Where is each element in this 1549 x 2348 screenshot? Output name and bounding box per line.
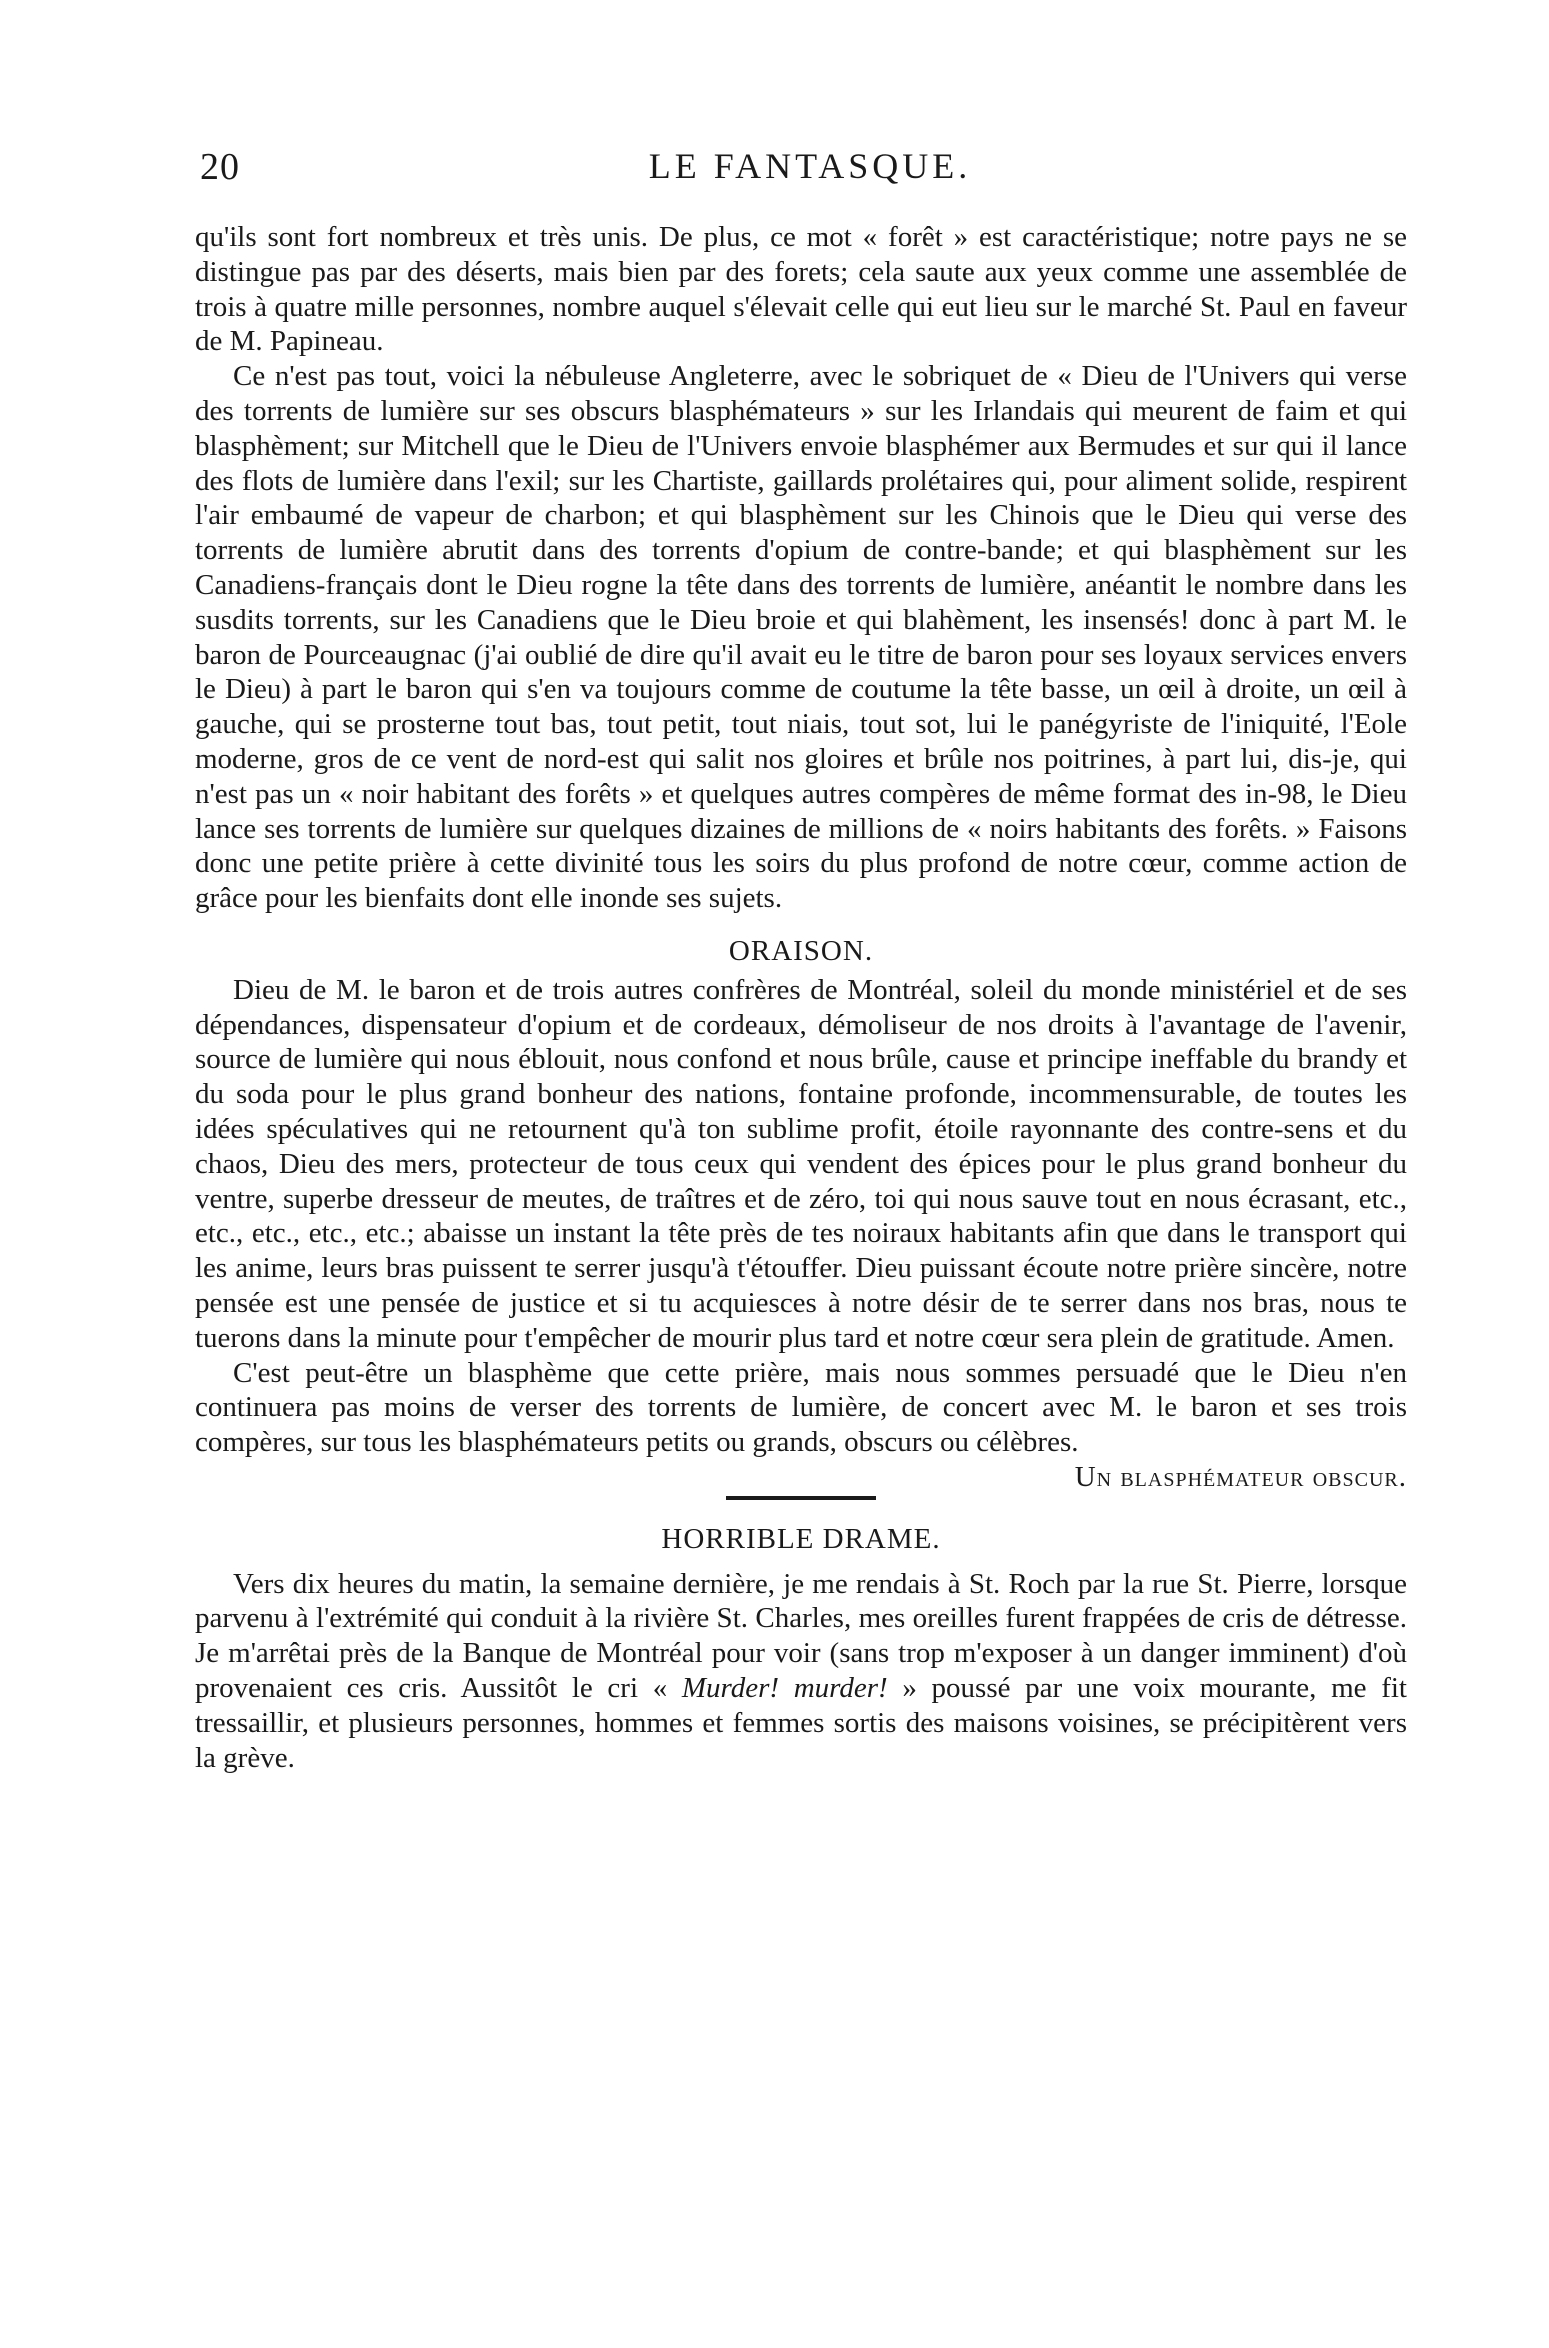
page-body [195,220,1407,1775]
running-head [200,145,1420,195]
article-paragraph-2: Ce n'est pas tout, voici la nébuleuse Angleterre, avec le sobriquet de « Dieu de l'Univers qui verse des torrents de lumière sur ses obscurs blasphémateurs » sur les Irlandais qui meurent de faim et qui blasphèment; sur Mitchell que le Dieu de l'Univers envoie blasphémer aux Bermudes et sur qui il lance des flots de lumière dans l'exil; sur les Chartiste, gaillards prolétaires qui, pour aliment solide, respirent l'air embaumé de vapeur de charbon; et qui blasphèment sur les Chinois que le Dieu qui verse des torrents de lumière abrutit dans des torrents d'opium de contre-bande; et qui blasphèment sur les Canadiens-français dont le Dieu rogne la tête dans des torrents de lumière, anéantit le nombre dans les susdits torrents, sur les Canadiens que le Dieu broie et qui blahèment, les insensés! donc à part M. le baron de Pourceaugnac (j'ai oublié de dire qu'il avait eu le titre de baron pour ses loyaux services envers le Dieu) à part le baron qui s'en va toujours comme de coutume la tête basse, un œil à droite, un œil à gauche, qui se prosterne tout bas, tout petit, tout niais, tout sot, lui le panégyriste de l'iniquité, l'Eole moderne, gros de ce vent de nord-est qui salit nos gloires et brûle nos poitrines, à part lui, dis-je, qui n'est pas un « noir habitant des forêts » et quelques autres compères de même format des in-98, le Dieu lance ses torrents de lumière sur quelques dizaines de millions de « noirs habitants des forêts. » Faisons donc une petite prière à cette divinité tous les soirs du plus profond de notre cœur, comme action de grâce pour les bienfaits dont elle inonde ses sujets. [195,360,1407,915]
oraison-paragraph-2: C'est peut-être un blasphème que cette prière, mais nous sommes persuadé que le Dieu n'en continuera pas moins de verser des torrents de lumière, de concert avec M. le baron et ses trois compères, sur tous les blasphémateurs petits ou grands, obscurs ou célèbres. [195,1356,1407,1459]
oraison-paragraph-2-block [195,1356,1407,1493]
drame-paragraph-1 [195,1567,1407,1776]
oraison-heading: ORAISON. [728,934,874,967]
page-number: 20 [200,146,240,188]
section-divider [726,1496,876,1500]
drame-text-part-1: Vers dix heures du matin, la semaine dernière, je me rendais à St. Roch par la rue St. Pierre, lorsque parvenu à l'extrémité qui conduit à la rivière St. Charles, mes oreilles furent frappées de cris de détresse. Je m'arrêtai près de la Banque de Montréal pour voir (sans trop m'exposer à un danger imminent) d'où provenaient ces cris. Aussitôt le cri « [195,1567,1407,1705]
drame-text-part-2: » poussé par une voix mourante, me fit tressaillir, et plusieurs personnes, hommes et femmes sortis des maisons voisines, se précipitèrent vers la grève. [195,1672,1407,1774]
drame-cry: Murder! murder! [681,1672,888,1705]
drame-heading: HORRIBLE DRAME. [661,1522,941,1555]
article-paragraph-1: qu'ils sont fort nombreux et très unis. De plus, ce mot « forêt » est caractéristique; notre pays ne se distingue pas par des déserts, mais bien par des forets; cela saute aux yeux comme une assemblée de trois à quatre mille personnes, nombre auquel s'élevait celle qui eut lieu sur le marché St. Paul en faveur de M. Papineau. [195,221,1407,358]
author-signature: Un blasphémateur obscur. [1074,1460,1407,1493]
oraison-paragraph-1: Dieu de M. le baron et de trois autres confrères de Montréal, soleil du monde ministériel et de ses dépendances, dispensateur d'opium et de cordeaux, démoliseur de nos droits à l'avantage de l'avenir, source de lumière qui nous éblouit, nous confond et nous brûle, cause et principe ineffable du brandy et du soda pour le plus grand bonheur des nations, fontaine profonde, incommensurable, de toutes les idées spéculatives qui ne retournent qu'à ton sublime profit, étoile rayonnante des contre-sens et du chaos, Dieu des mers, protecteur de tous ceux qui vendent des épices pour le plus grand bonheur du ventre, superbe dresseur de meutes, de traîtres et de zéro, toi qui nous sauve tout en nous écrasant, etc., etc., etc., etc., etc.; abaisse un instant la tête près de tes noiraux habitants afin que dans le transport qui les anime, leurs bras puissent te serrer jusqu'à t'étouffer. Dieu puissant écoute notre prière sincère, notre pensée est une pensée de justice et si tu acquiesces à notre désir de te serrer dans nos bras, nous te tuerons dans la minute pour t'empêcher de mourir plus tard et notre cœur sera plein de gratitude. Amen. [195,973,1407,1354]
journal-title: LE FANTASQUE. [648,146,972,186]
